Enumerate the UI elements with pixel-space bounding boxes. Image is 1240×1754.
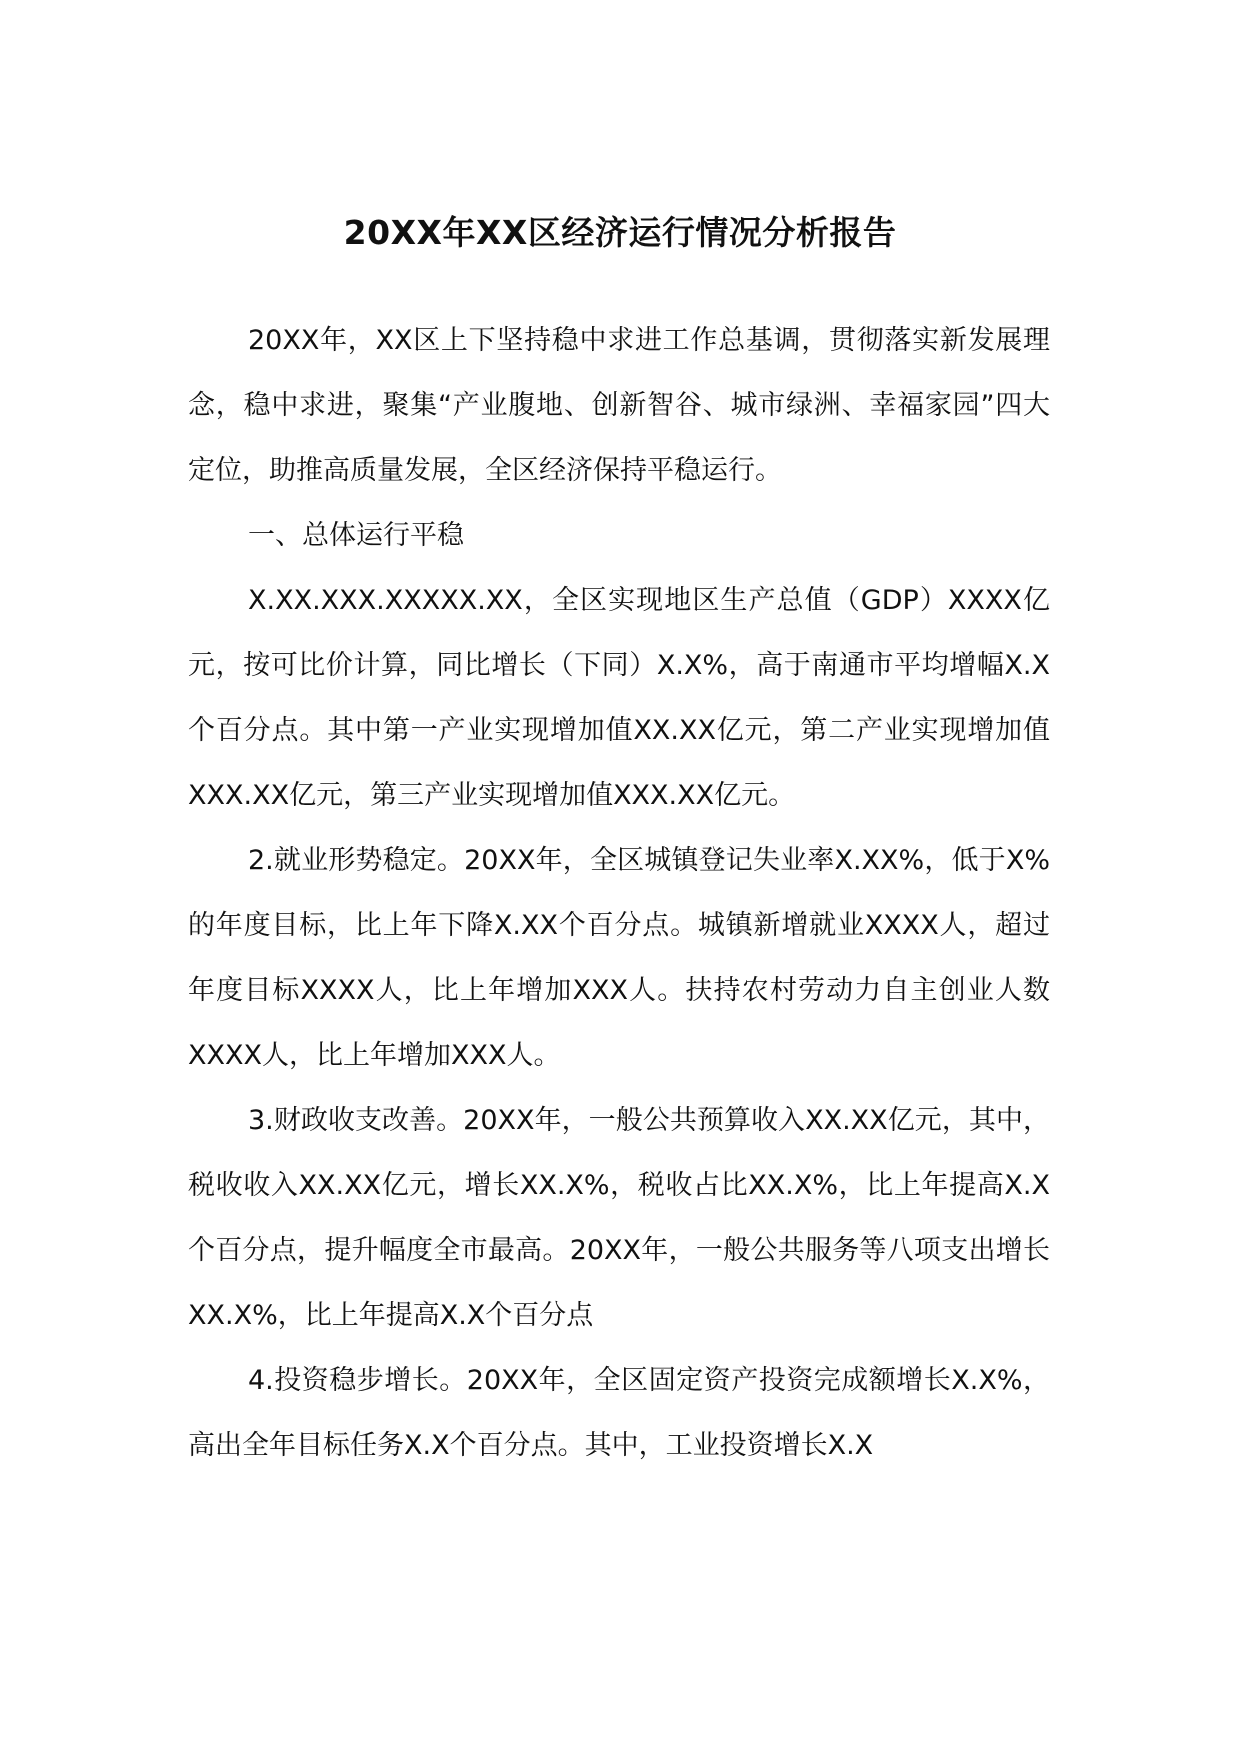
document-body: [188, 308, 1050, 1478]
paragraph-gdp: X.XX.XXX.XXXXX.XX，全区实现地区生产总值（GDP）XXXX亿元，按可比价计算，同比增长（下同）X.X%，高于南通市平均增幅X.X个百分点。其中第一产业实现增加值XX.XX亿元，第二产业实现增加值XXX.XX亿元，第三产业实现增加值XXX.XX亿元。: [188, 585, 1050, 811]
paragraph-intro: 20XX年，XX区上下坚持稳中求进工作总基调，贯彻落实新发展理念，稳中求进，聚集“产业腹地、创新智谷、城市绿洲、幸福家园”四大定位，助推高质量发展，全区经济保持平稳运行。: [188, 325, 1050, 486]
document-title: 20XX年XX区经济运行情况分析报告: [343, 213, 897, 252]
paragraph-investment: 4.投资稳步增长。20XX年，全区固定资产投资完成额增长X.X%，高出全年目标任务X.X个百分点。其中，工业投资增长X.X: [188, 1365, 1050, 1461]
section-heading-overall: 一、总体运行平稳: [248, 520, 464, 551]
paragraph-employment: 2.就业形势稳定。20XX年，全区城镇登记失业率X.XX%，低于X%的年度目标，比上年下降X.XX个百分点。城镇新增就业XXXX人，超过年度目标XXXX人，比上年增加XXX人。扶持农村劳动力自主创业人数XXXX人，比上年增加XXX人。: [188, 845, 1050, 1071]
paragraph-finance: 3.财政收支改善。20XX年，一般公共预算收入XX.XX亿元，其中，税收收入XX.XX亿元，增长XX.X%，税收占比XX.X%，比上年提高X.X个百分点，提升幅度全市最高。20XX年，一般公共服务等八项支出增长XX.X%，比上年提高X.X个百分点: [188, 1105, 1050, 1331]
